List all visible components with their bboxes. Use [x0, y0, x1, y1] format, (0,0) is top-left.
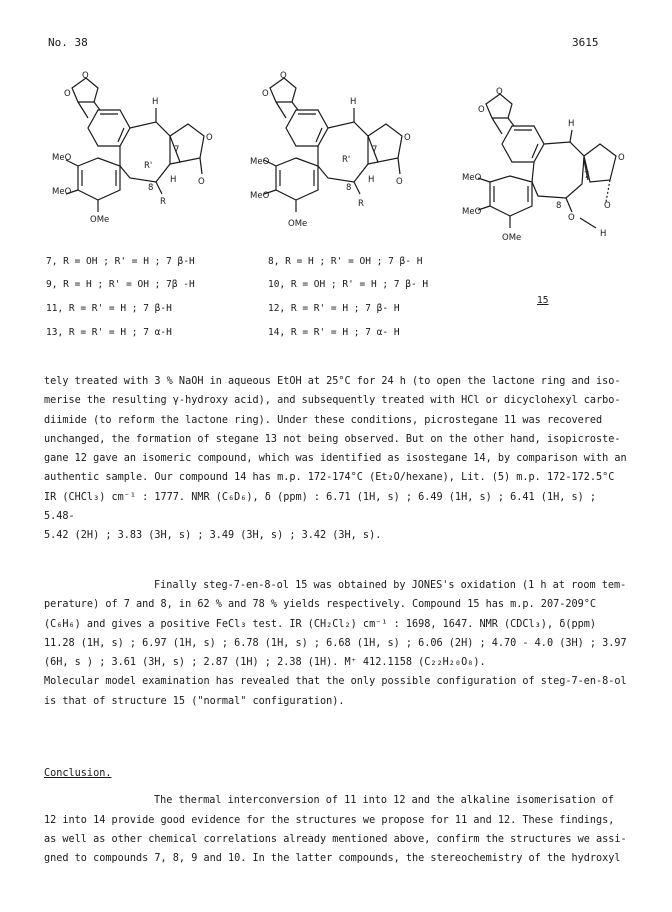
structure-15	[460, 84, 640, 254]
text-line: 11.28 (1H, s) ; 6.97 (1H, s) ; 6.78 (1H, s) ; 6.68 (1H, s) ; 6.06 (2H) ; 4.70 - 4.0 (3H) ; 3.97	[44, 637, 627, 649]
text-line: Molecular model examination has revealed that the only possible configuration of steg-7-en-8-ol	[44, 676, 627, 688]
atom-label: O	[198, 177, 205, 187]
structure-2	[250, 66, 420, 236]
atom-label: H	[568, 119, 575, 129]
label-8: 8, R = H ; R' = OH ; 7 β- H	[268, 256, 423, 267]
atom-label: 7	[174, 145, 180, 155]
label-15: 15	[537, 295, 549, 306]
text-line: Finally steg-7-en-8-ol 15 was obtained by JONES's oxidation (1 h at room tem-	[154, 580, 627, 591]
atom-label: R'	[342, 155, 351, 165]
atom-label: O	[618, 153, 625, 163]
atom-label: MeO	[52, 187, 72, 197]
atom-label: 8	[346, 183, 352, 193]
atom-label: H	[368, 175, 375, 185]
text-line: The thermal interconversion of 11 into 12 and the alkaline isomerisation of	[154, 795, 615, 807]
atom-label: O	[82, 71, 89, 81]
paragraph-2	[44, 576, 632, 711]
atom-label: 7	[584, 171, 590, 181]
label-9: 9, R = H ; R' = OH ; 7β -H	[46, 279, 195, 290]
label-11: 11, R = R' = H ; 7 β-H	[46, 303, 172, 314]
text-line: gned to compounds 7, 8, 9 and 10. In the latter compounds, the stereochemistry of the hydroxyl	[44, 853, 621, 865]
atom-label: O	[262, 89, 269, 99]
atom-label: 8	[556, 201, 562, 211]
journal-issue: No. 38	[48, 36, 88, 49]
label-14: 14, R = R' = H ; 7 α- H	[268, 327, 400, 338]
atom-label: R	[160, 197, 166, 207]
label-10: 10, R = OH ; R' = H ; 7 β- H	[268, 279, 429, 290]
atom-label: OMe	[502, 233, 522, 243]
atom-label: O	[64, 89, 71, 99]
atom-label: MeO	[250, 157, 270, 167]
atom-label: OMe	[288, 219, 308, 229]
text-line: unchanged, the formation of stegane 13 not being observed. But on the other hand, isopicroste-	[44, 433, 621, 445]
text-line: (6H, s ) ; 3.61 (3H, s) ; 2.87 (1H) ; 2.38 (1H). M⁺ 412.1158 (C₂₂H₂₀O₈).	[44, 657, 486, 669]
atom-label: OMe	[90, 215, 110, 225]
atom-label: O	[404, 133, 411, 143]
atom-label: 7	[372, 145, 378, 155]
atom-label: MeO	[52, 153, 72, 163]
atom-label: O	[568, 213, 575, 223]
label-7: 7, R = OH ; R' = H ; 7 β-H	[46, 256, 195, 267]
text-line: IR (CHCl₃) cm⁻¹ : 1777. NMR (C₆D₆), δ (ppm) : 6.71 (1H, s) ; 6.49 (1H, s) ; 6.41 (1H, s) ; 5.48-	[44, 491, 597, 523]
atom-label: MeO	[250, 191, 270, 201]
label-12: 12, R = R' = H ; 7 β- H	[268, 303, 400, 314]
section-heading: Conclusion.	[44, 768, 112, 779]
atom-label: MeO	[462, 173, 482, 183]
paragraph-1	[44, 372, 632, 546]
atom-label: H	[600, 229, 607, 239]
atom-label: 8	[148, 183, 154, 193]
atom-label: O	[280, 71, 287, 81]
text-line: gane 12 gave an isomeric compound, which was identified as isostegane 14, by comparison with an	[44, 453, 627, 465]
text-line: tely treated with 3 % NaOH in aqueous EtOH at 25°C for 24 h (to open the lactone ring and iso-	[44, 376, 621, 387]
structure-1	[52, 66, 222, 236]
atom-label: MeO	[462, 207, 482, 217]
atom-label: H	[170, 175, 177, 185]
text-line: diimide (to reform the lactone ring). Under these conditions, picrostegane 11 was recovered	[44, 414, 603, 426]
text-line: merise the resulting γ-hydroxy acid), and subsequently treated with HCl or dicyclohexyl carbo-	[44, 395, 621, 407]
atom-label: R	[358, 199, 364, 209]
atom-label: O	[478, 105, 485, 115]
text-line: authentic sample. Our compound 14 has m.p. 172-174°C (Et₂O/hexane), Lit. (5) m.p. 172-172.5°C	[44, 472, 615, 484]
page-number: 3615	[572, 36, 599, 49]
atom-label: H	[350, 97, 357, 107]
text-line: as well as other chemical correlations already mentioned above, confirm the structures we assi-	[44, 833, 627, 845]
atom-label: O	[496, 87, 503, 97]
text-line: 12 into 14 provide good evidence for the structures we propose for 11 and 12. These findings,	[44, 814, 615, 826]
text-line: is that of structure 15 ("normal" configuration).	[44, 695, 345, 707]
conclusion-section	[44, 764, 632, 868]
text-line: (C₆H₆) and gives a positive FeCl₃ test. IR (CH₂Cl₂) cm⁻¹ : 1698, 1647. NMR (CDCl₃), δ(ppm)	[44, 618, 597, 630]
atom-label: O	[206, 133, 213, 143]
label-13: 13, R = R' = H ; 7 α-H	[46, 327, 172, 338]
atom-label: R'	[144, 161, 153, 171]
atom-label: H	[152, 97, 159, 107]
text-line: perature) of 7 and 8, in 62 % and 78 % yields respectively. Compound 15 has m.p. 207-209°C	[44, 599, 597, 611]
atom-label: O	[396, 177, 403, 187]
text-line: 5.42 (2H) ; 3.83 (3H, s) ; 3.49 (3H, s) ; 3.42 (3H, s).	[44, 530, 382, 542]
atom-label: O	[604, 201, 611, 211]
